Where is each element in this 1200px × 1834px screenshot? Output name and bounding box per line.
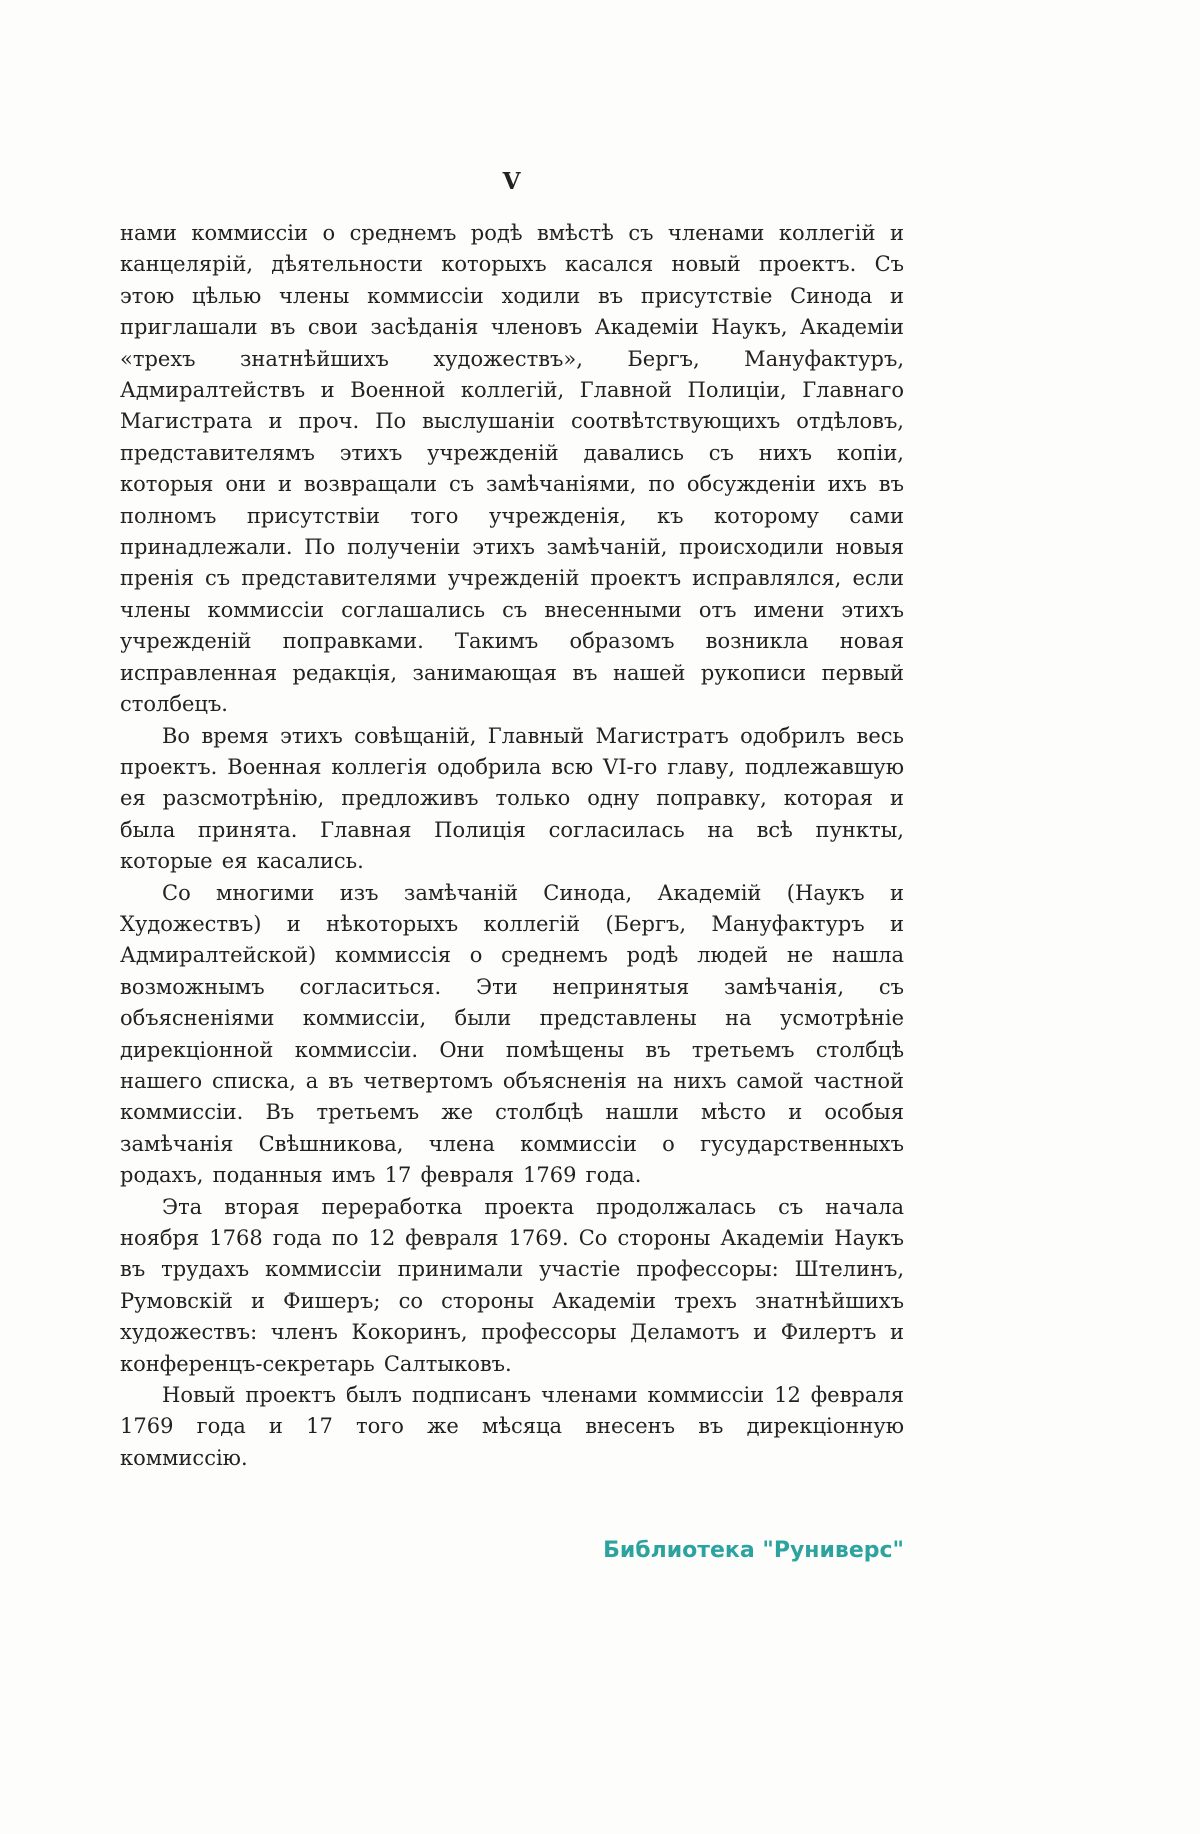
- paragraph: Новый проектъ былъ подписанъ членами коммиссіи 12 февраля 1769 года и 17 того же мѣсяца внесенъ въ дирекціонную коммиссію.: [120, 1383, 904, 1470]
- paragraph: Со многими изъ замѣчаній Синода, Академій (Наукъ и Художествъ) и нѣкоторыхъ коллегій (Бергъ, Мануфактуръ и Адмиралтейской) коммиссія о среднемъ родѣ людей не нашла возможнымъ согласиться. Эти непринятыя замѣчанія, съ объясненіями коммиссіи, были представлены на усмотрѣніе дирекціонной коммиссіи. Они помѣщены въ третьемъ столбцѣ нашего списка, а въ четвертомъ объясненія на нихъ самой частной коммиссіи. Въ третьемъ же столбцѣ нашли мѣсто и особыя замѣчанія Свѣшникова, члена коммиссіи о гусударственныхъ родахъ, поданныя имъ 17 февраля 1769 года.: [120, 880, 904, 1188]
- paragraph: Во время этихъ совѣщаній, Главный Магистратъ одобрилъ весь проектъ. Военная коллегія одобрила всю VI-го главу, подлежавшую ея разсмотрѣнію, предложивъ только одну поправку, которая и была принята. Главная Полиція согласилась на всѣ пункты, которые ея касались.: [120, 723, 904, 874]
- text-block: [120, 218, 904, 1474]
- library-watermark: Библиотека "Руниверс": [603, 1538, 904, 1563]
- page-number: V: [502, 168, 522, 195]
- paragraph-continuation: нами коммиссіи о среднемъ родѣ вмѣстѣ съ членами коллегій и канцелярій, дѣятельности которыхъ касался новый проектъ. Съ этою цѣлью члены коммиссіи ходили въ присутствіе Синода и приглашали въ свои засѣданія членовъ Академіи Наукъ, Академіи «трехъ знатнѣйшихъ художествъ», Бергъ, Мануфактуръ, Адмиралтействъ и Военной коллегій, Главной Полиціи, Главнаго Магистрата и проч. По выслушаніи соотвѣтствующихъ отдѣловъ, представителямъ этихъ учрежденій давались съ нихъ копіи, которыя они и возвращали съ замѣчаніями, по обсужденіи ихъ въ полномъ присутствіи того учрежденія, къ которому сами принадлежали. По полученіи этихъ замѣчаній, происходили новыя пренія съ представителями учрежденій проектъ исправлялся, если члены коммиссіи соглашались съ внесенными отъ имени этихъ учрежденій поправками. Такимъ образомъ возникла новая исправленная редакція, занимающая въ нашей рукописи первый столбецъ.: [120, 221, 904, 717]
- paragraph: Эта вторая переработка проекта продолжалась съ начала ноября 1768 года по 12 февраля 1769. Со стороны Академіи Наукъ въ трудахъ коммиссіи принимали участіе профессоры: Штелинъ, Румовскій и Фишеръ; со стороны Академіи трехъ знатнѣйшихъ художествъ: членъ Кокоринъ, профессоры Деламотъ и Филертъ и конференцъ-секретарь Салтыковъ.: [120, 1194, 904, 1376]
